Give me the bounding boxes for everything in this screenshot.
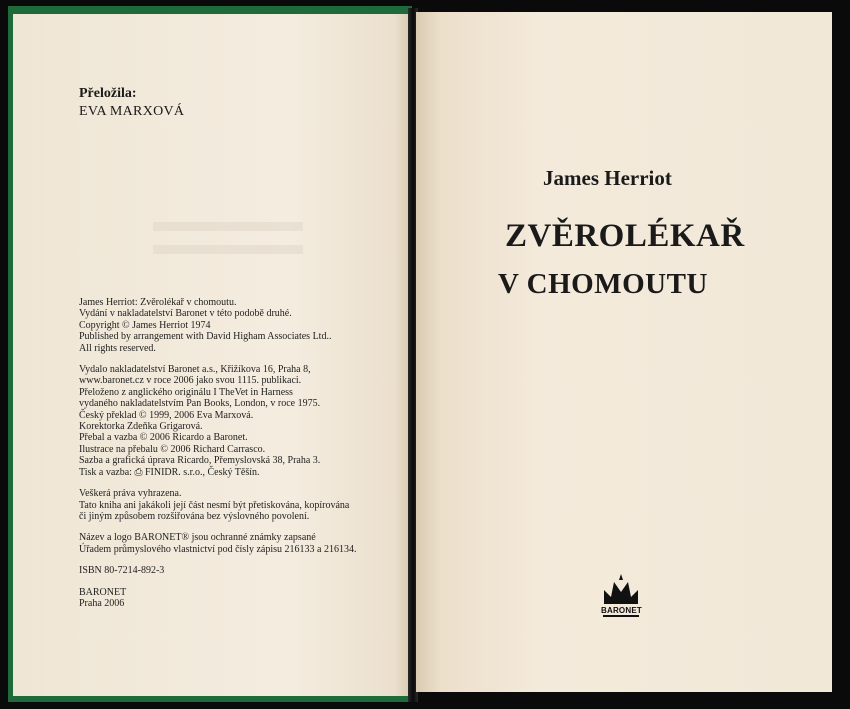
book-title-line-1: ZVĚROLÉKAŘ [505, 218, 745, 254]
imprint-line: Přeloženo z anglického originálu I TheVet in Harness [79, 386, 293, 398]
author-name: James Herriot [543, 166, 672, 190]
imprint-line: Sazba a grafická úprava Ricardo, Přemyslovská 38, Praha 3. [79, 455, 321, 467]
imprint-line: Published by arrangement with David Higham Associates Ltd.. [79, 331, 332, 343]
imprint-line: vydaného nakladatelstvím Pan Books, London, v roce 1975. [79, 398, 321, 410]
imprint-line: BARONET [79, 586, 127, 598]
imprint-text [79, 297, 399, 619]
imprint-line: Název a logo BARONET® jsou ochranné známky zapsané [79, 532, 316, 544]
imprint-block [79, 297, 399, 354]
imprint-line: James Herriot: Zvěrolékař v chomoutu. [79, 297, 237, 308]
imprint-block [79, 532, 399, 555]
imprint-line: www.baronet.cz v roce 2006 jako svou 1115. publikaci. [79, 375, 302, 387]
translator-label: Přeložila: [79, 86, 137, 101]
imprint-line: Copyright © James Herriot 1974 [79, 319, 211, 331]
imprint-line: Vydalo nakladatelství Baronet a.s., Křižíkova 16, Praha 8, [79, 364, 311, 376]
imprint-line: Vydání v nakladatelství Baronet v této podobě druhé. [79, 308, 292, 320]
imprint-line: Praha 2006 [79, 597, 125, 609]
imprint-line: či jiným způsobem rozšiřována bez výslovného povolení. [79, 510, 310, 522]
imprint-block [79, 565, 399, 576]
show-through-decoration [153, 222, 303, 254]
book-title-line-2: V CHOMOUTU [498, 268, 708, 300]
imprint-block [79, 364, 399, 478]
imprint-line: Ilustrace na přebalu © 2006 Richard Carrasco. [79, 443, 266, 455]
imprint-block [79, 587, 399, 610]
imprint-line: ISBN 80-7214-892-3 [79, 565, 165, 577]
imprint-line: All rights reserved. [79, 342, 156, 354]
imprint-line: Tisk a vazba: ⎙ FINIDR. s.r.o., Český Těšín. [79, 466, 260, 478]
imprint-line: Veškerá práva vyhrazena. [79, 488, 182, 500]
imprint-line: Přebal a vazba © 2006 Ricardo a Baronet. [79, 432, 248, 444]
imprint-block [79, 488, 399, 522]
imprint-line: Tato kniha ani jakákoli její část nesmí být přetiskována, kopírována [79, 499, 350, 511]
publisher-logo-text: BARONET [601, 606, 642, 615]
imprint-line: Korektorka Zdeňka Grigarová. [79, 421, 203, 433]
imprint-line: Český překlad © 1999, 2006 Eva Marxová. [79, 409, 254, 421]
imprint-line: Úřadem průmyslového vlastnictví pod čísly zápisu 216133 a 216134. [79, 543, 357, 555]
translator-name: EVA MARXOVÁ [79, 104, 185, 119]
